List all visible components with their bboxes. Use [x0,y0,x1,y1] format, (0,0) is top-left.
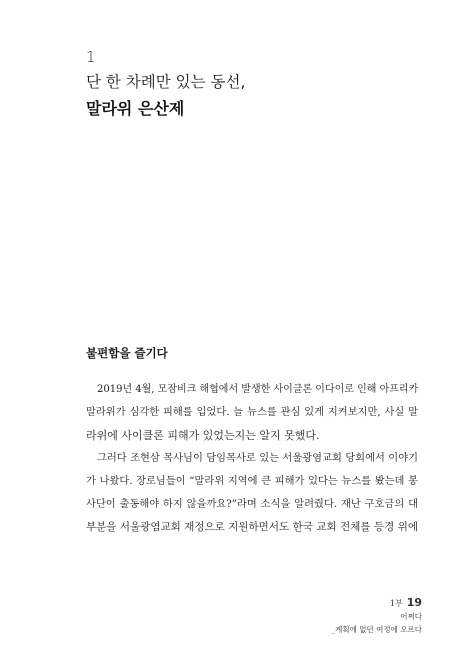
body-line: 부분을 서울광염교회 재정으로 지원하면서도 한국 교회 전체를 등경 위에 [86,521,418,533]
footer-running-title: _계획에 없던 여정에 오르다 [331,625,422,634]
page-footer [331,596,422,635]
section-heading: 불편함을 즐기다 [86,346,168,360]
chapter-title: 말라위 은산제 [86,99,185,118]
body-line: 2019년 4월, 모잠비크 해협에서 발생한 사이클론 이다이로 인해 아프리카 [97,384,419,395]
body-line: 사단이 출동해야 하지 않을까요?”라며 소식을 알려줬다. 재난 구호금의 대 [86,498,418,510]
body-line: 라위에 사이클론 피해가 있었는지는 알지 못했다. [86,429,320,442]
footer-page-row [331,596,422,609]
page-number: 19 [406,596,422,609]
body-line: 말라위가 심각한 피해를 입었다. 늘 뉴스를 관심 있게 지켜보지만, 사실 말 [86,406,418,418]
body-text [86,378,418,539]
chapter-subtitle: 단 한 차례만 있는 동선, [86,73,246,91]
footer-section-name: 어쩌다 [400,612,422,621]
body-line: 가 나왔다. 장로님들이 “말라위 지역에 큰 피해가 있다는 뉴스를 봤는데 봉 [86,475,418,487]
body-line: 그러다 조현삼 목사님이 담임목사로 있는 서울광염교회 당회에서 이야기 [97,452,418,464]
footer-part: 1부 [389,599,403,608]
chapter-number: 1 [86,48,96,66]
